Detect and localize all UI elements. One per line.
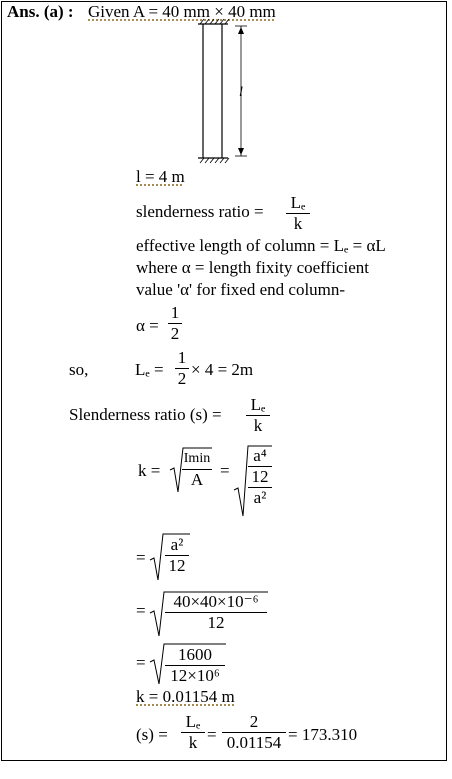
length-symbol: l [239, 85, 243, 100]
fraction-imin-a [182, 450, 212, 489]
fraction-denominator: 12×10⁶ [170, 666, 220, 685]
effective-length-line: effective length of column = Lₑ = αL [136, 236, 386, 255]
final-s-label: (s) = [136, 725, 168, 744]
fraction-numerator: 2 [249, 712, 259, 731]
fraction-numerator: 1 [177, 348, 187, 367]
equals-sign: = [136, 601, 146, 620]
fraction-denominator: a² [253, 488, 267, 507]
fraction-denominator: 2 [177, 369, 187, 388]
fraction-denominator: k [253, 416, 263, 435]
slenderness-s-label: Slenderness ratio (s) = [69, 405, 222, 424]
fraction-denominator: k [293, 214, 303, 233]
k-result-line [136, 688, 235, 706]
given-area: Given A = 40 mm × 40 mm [88, 2, 276, 21]
length-value: l = 4 m [136, 167, 185, 186]
fraction-middle: 12 [251, 467, 269, 486]
length-line [136, 168, 185, 186]
fraction-numerator: Lₑ [185, 712, 201, 731]
fraction-numerator: 1 [170, 303, 180, 322]
fraction-denominator: k [188, 733, 198, 752]
fraction-numerator: a² [170, 535, 184, 554]
fraction-numerator: Imin [183, 451, 211, 466]
fraction-denominator: 2 [170, 324, 180, 343]
fraction-numerator: 1600 [178, 645, 212, 664]
k-label: k = [138, 461, 161, 480]
fraction-a2-12 [165, 536, 189, 575]
equals-sign: = [136, 548, 146, 567]
fraction-le-k-final [181, 713, 205, 752]
equals-sign: = [136, 653, 146, 672]
fraction-denominator: 12 [168, 556, 186, 575]
answer-label: Ans. (a) : [7, 2, 74, 21]
le-label: Lₑ = [135, 360, 164, 379]
equals-sign: = [207, 725, 217, 744]
fraction-half-2 [175, 349, 189, 388]
fraction-le-k [286, 194, 310, 233]
fraction-denominator: A [190, 470, 204, 489]
so-label: so, [69, 360, 89, 379]
fraction-numerator: Lₑ [290, 193, 306, 212]
value-alpha-line: value 'α' for fixed end column- [136, 280, 346, 299]
fraction-numeric-1600 [165, 646, 225, 685]
fraction-half [168, 304, 182, 343]
fraction-a4-12-a2 [248, 447, 272, 507]
final-result: = 173.310 [288, 725, 358, 744]
where-line: where α = length fixity coefficient [136, 258, 369, 277]
le-result: × 4 = 2m [191, 360, 254, 379]
alpha-label: α = [136, 316, 159, 335]
fraction-denominator: 12 [207, 613, 225, 632]
fraction-numerator: 40×40×10⁻⁶ [173, 592, 259, 611]
equals-sign: = [220, 461, 230, 480]
fraction-numeric-big [165, 593, 267, 632]
k-result: k = 0.01154 m [136, 687, 235, 706]
fraction-numerator: a⁴ [253, 446, 267, 465]
fraction-numerator: Lₑ [250, 395, 266, 414]
slenderness-label: slenderness ratio = [136, 202, 264, 221]
fraction-le-k-2 [246, 396, 270, 435]
fraction-denominator: 0.01154 [226, 733, 282, 752]
fraction-two-k [222, 713, 286, 752]
